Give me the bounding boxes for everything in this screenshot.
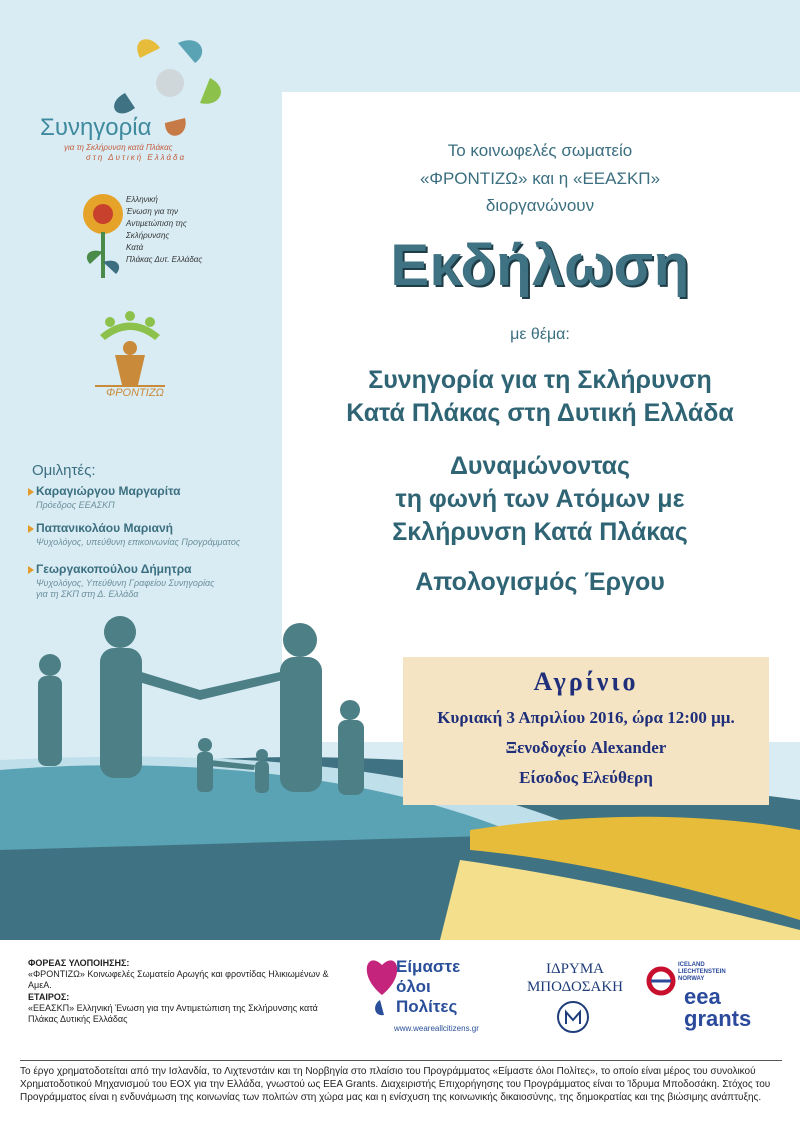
eeaskp-line: Σκλήρυνσης [126, 231, 170, 240]
speaker-role: Ψυχολόγος, υπεύθυνη επικοινωνίας Προγράμματος [36, 537, 241, 547]
frontizo-logo-name: ΦΡΟΝΤΙΖΩ [106, 387, 164, 399]
bullet-icon [28, 488, 34, 496]
heading-2-line-2: τη φωνή των Ατόμων με [395, 485, 685, 513]
bullet-icon [28, 525, 34, 533]
citizens-url: www.weareallcitizens.gr [394, 1024, 479, 1033]
eeaskp-line: Πλάκας Δυτ. Ελλάδας [126, 255, 203, 264]
event-entry: Είσοδος Ελεύθερη [519, 768, 653, 787]
eeaskp-line: Κατά [126, 243, 144, 252]
eeaskp-line: Ελληνική [126, 195, 158, 204]
subject-label: με θέμα: [510, 326, 570, 343]
speaker-role-2: για τη ΣΚΠ στη Δ. Ελλάδα [36, 589, 139, 599]
organizers-block [28, 958, 348, 1025]
eea-line: grants [684, 1006, 752, 1031]
citizens-logo-text [396, 957, 460, 1017]
speaker-role: Πρόεδρος ΕΕΑΣΚΠ [36, 500, 115, 510]
heading-3: Απολογισμός Έργου [415, 568, 665, 596]
event-title: Εκδήλωση [390, 233, 690, 298]
implementing-body-label: ΦΟΡΕΑΣ ΥΛΟΠΟΙΗΣΗΣ: [28, 958, 130, 968]
eea-grants-text [684, 986, 751, 1030]
event-date: Κυριακή 3 Απριλίου 2016, ώρα 12:00 μμ. [437, 708, 735, 727]
event-city: Αγρίνιο [533, 667, 639, 696]
speaker-role: Ψυχολόγος, Υπεύθυνη Γραφείου Συνηγορίας [36, 578, 215, 588]
synigoria-tagline-2: στη Δυτική Ελλάδα [86, 153, 187, 162]
partner-text: «ΕΕΑΣΚΠ» Ελληνική Ένωση για την Αντιμετώπιση της Σκλήρυνσης κατά Πλάκας Δυτικής Ελλάδας [28, 1003, 318, 1024]
bodossaki-line: ΜΠΟΔΟΣΑΚΗ [526, 979, 624, 995]
bodossaki-emblem-icon [556, 1000, 590, 1034]
eeaskp-line: Ένωση για την [126, 207, 179, 216]
bodossaki-logo-text [520, 960, 630, 996]
intro-line-3: διοργανώνουν [485, 196, 595, 215]
speaker-name: Γεωργακοπούλου Δήμητρα [36, 562, 192, 576]
citizens-line: Είμαστε [396, 957, 461, 976]
bodossaki-line: ΙΔΡΥΜΑ [546, 961, 604, 977]
heading-2-line-3: Σκλήρυνση Κατά Πλάκας [392, 518, 688, 546]
eea-swoosh-icon [646, 966, 676, 996]
citizens-line: Πολίτες [396, 997, 458, 1016]
intro-line-2: «ΦΡΟΝΤΙΖΩ» και η «ΕΕΑΣΚΠ» [419, 169, 661, 188]
citizens-line: όλοι [396, 977, 431, 996]
speaker-name: Καραγιώργου Μαργαρίτα [36, 484, 181, 498]
eea-countries: ICELAND LIECHTENSTEIN NORWAY [678, 962, 726, 982]
intro-line-1: Το κοινωφελές σωματείο [447, 141, 633, 160]
eeaskp-flower-logo [78, 192, 128, 282]
eea-line: eea [684, 984, 721, 1009]
eeaskp-line: Αντιμετώπιση της [126, 219, 187, 228]
eeaskp-logo-text [126, 194, 202, 266]
implementing-body-text: «ΦΡΟΝΤΙΖΩ» Κοινωφελές Σωματείο Αρωγής και φροντίδας Ηλικιωμένων & ΑμεΑ. [28, 969, 329, 990]
frontizo-logo [90, 310, 170, 390]
funding-fineprint: Το έργο χρηματοδοτείται από την Ισλανδία, το Λιχτενστάιν και τη Νορβηγία στο πλαίσιο του Προγράμματος «Είμαστε όλοι Πολίτες», το οποίο είναι μέρος του συνολικού Χρηματοδοτικού Μηχανισμού του ΕΟΧ για την Ελλάδα, γνωστού ως EEA Grants. Διαχειριστής Επιχορήγησης του Προγράμματος είναι το Ίδρυμα Μποδοσάκη. Στόχος του Προγράμματος είναι η ενδυνάμωση της κοινωνίας των πολιτών στη χώρα μας και η ενίσχυση της κοινωνικής δικαιοσύνης, της δημοκρατίας και της βιώσιμης ανάπτυξης. [20, 1060, 782, 1104]
heading-2-line-1: Δυναμώνοντας [449, 452, 631, 480]
partner-label: ΕΤΑΙΡΟΣ: [28, 992, 70, 1002]
heading-1-line-2: Κατά Πλάκας στη Δυτική Ελλάδα [346, 399, 734, 427]
bullet-icon [28, 566, 34, 574]
speaker-name: Παπανικολάου Μαριανή [36, 521, 173, 535]
heading-1-line-1: Συνηγορία για τη Σκλήρυνση [368, 366, 712, 394]
synigoria-tagline-1: για τη Σκλήρυνση κατά Πλάκας [64, 143, 173, 152]
synigoria-logo-name: Συνηγορία [40, 114, 152, 141]
speakers-title: Ομιλητές: [32, 462, 96, 479]
event-venue: Ξενοδοχείο Alexander [505, 738, 667, 757]
